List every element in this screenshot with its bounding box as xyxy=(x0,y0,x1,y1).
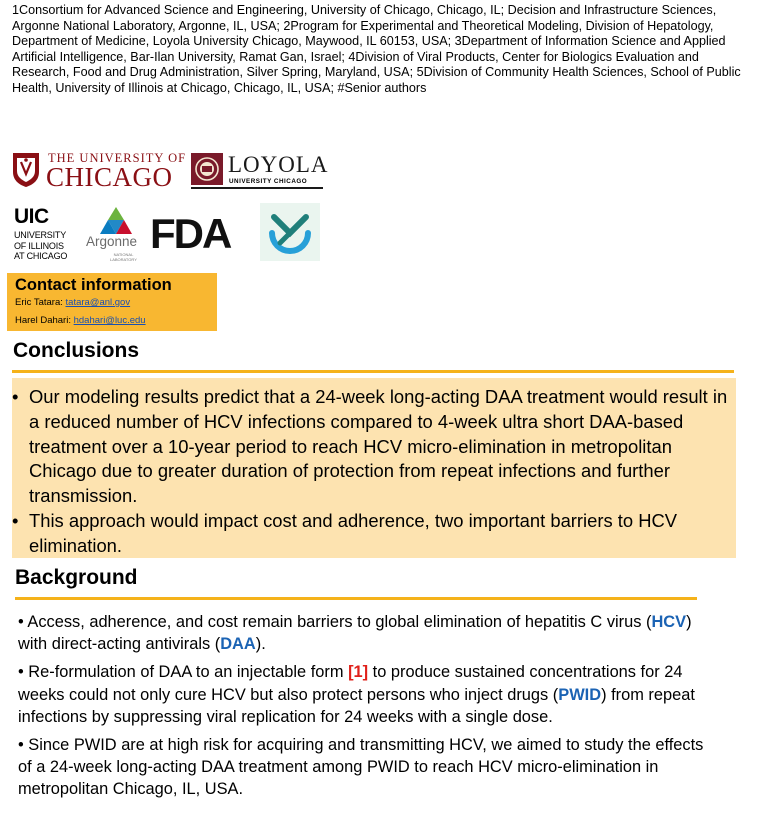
background-paragraph-3: • Since PWID are at high risk for acquiring and transmitting HCV, we aimed to study the effects of a 24-week long-acting DAA treatment among PWID to reach HCV micro-elimination in metropolitan Chicago, IL, USA. xyxy=(18,736,704,799)
conclusions-box xyxy=(12,378,736,558)
argonne-logo xyxy=(86,207,148,262)
bullet: • xyxy=(12,386,19,407)
argonne-triangle-icon xyxy=(100,207,132,235)
background-text: • Re-formulation of DAA to an injectable form xyxy=(18,663,349,682)
background-heading: Background xyxy=(15,566,138,589)
ahrq-logo xyxy=(260,203,320,261)
conclusion-text: This approach would impact cost and adherence, two important barriers to HCV elimination. xyxy=(29,509,678,556)
uic-logo-small-line2: OF ILLINOIS xyxy=(14,240,64,251)
contact-information-box xyxy=(7,273,217,331)
hcv-highlight: HCV xyxy=(651,613,687,631)
uic-logo-small-line3: AT CHICAGO xyxy=(14,251,68,261)
loyola-logo-sub: UNIVERSITY CHICAGO xyxy=(229,178,308,185)
loyola-logo-rule xyxy=(191,187,323,189)
background-section xyxy=(18,611,718,807)
conclusions-list xyxy=(12,385,736,559)
uic-logo-big: UIC xyxy=(14,205,49,228)
fda-logo xyxy=(150,210,250,254)
background-paragraph-1 xyxy=(18,611,718,655)
argonne-logo-tiny xyxy=(110,252,137,262)
uic-logo xyxy=(14,206,76,268)
loyola-seal-icon xyxy=(191,153,223,185)
fda-logo-text: FDA xyxy=(150,210,231,254)
conclusions-heading: Conclusions xyxy=(13,339,140,362)
university-of-chicago-logo xyxy=(12,150,187,192)
background-text: to produce sustained concentrations for 24 weeks could not only cure HCV but also protect persons who inject drugs ( xyxy=(18,663,683,704)
uic-logo-small-line1: UNIVERSITY xyxy=(14,230,67,240)
background-paragraph-2 xyxy=(18,661,718,728)
argonne-logo-word: Argonne xyxy=(86,234,138,249)
contact-title: Contact information xyxy=(15,276,172,294)
conclusion-text: Our modeling results predict that a 24-week long-acting DAA treatment would result in a reduced number of HCV infections compared to 4-week ultra short DAA-based treatment over a 10-year period to reach HCV micro-elimination in metropolitan Chicago due to greater duration of protection from repeat infections and further transmission. xyxy=(29,386,728,507)
loyola-university-chicago-logo xyxy=(191,151,329,189)
bullet: • xyxy=(12,509,19,531)
contact-name-harel: Harel Dahari: xyxy=(15,315,71,326)
background-text: ) from repeat infections by suppressing viral replication for 24 weeks with a single dose. xyxy=(18,685,695,726)
uchicago-logo-line2: CHICAGO xyxy=(46,162,173,192)
argonne-logo-tiny-line2: LABORATORY xyxy=(110,257,137,262)
author-affiliations: 1Consortium for Advanced Science and Engineering, University of Chicago, Chicago, IL; Decision and Infrastructure Sciences, Argonne National Laboratory, Argonne, IL, USA; 2Program for Experimental and Theoretical Modeling, Division of Hepatology, Department of Medicine, Loyola University Chicago, Maywood, IL 60153, USA; 3Department of Information Science and Applied Artificial Intelligence, Bar-Ilan University, Ramat Gan, Israel; 4Division of Viral Products, Center for Biologics Evaluation and Research, Food and Drug Administration, Silver Spring, Maryland, USA; 5Division of Community Health Sciences, School of Public Health, University of Illinois at Chicago, Chicago, IL, USA; #Senior authors xyxy=(12,3,741,95)
reference-marker: [1] xyxy=(348,663,369,682)
uchicago-shield-icon xyxy=(12,152,40,188)
uic-logo-small xyxy=(14,230,76,262)
conclusions-rule xyxy=(12,370,734,373)
conclusion-item xyxy=(12,509,736,559)
email-link-harel[interactable]: hdahari@luc.edu xyxy=(73,315,146,326)
background-text: ). xyxy=(255,635,266,654)
argonne-logo-tiny-line1: NATIONAL xyxy=(113,252,134,257)
background-text: • Access, adherence, and cost remain barriers to global elimination of hepatitis C virus ( xyxy=(18,613,652,631)
background-text: ) with direct-acting antivirals ( xyxy=(18,613,692,654)
loyola-logo-name: LOYOLA xyxy=(228,152,329,177)
contact-name-eric: Eric Tatara: xyxy=(15,297,63,308)
pwid-highlight: PWID xyxy=(558,685,602,704)
daa-highlight: DAA xyxy=(220,635,256,654)
conclusion-item xyxy=(12,385,736,509)
email-link-eric[interactable]: tatara@anl.gov xyxy=(65,297,131,308)
background-rule xyxy=(15,597,697,600)
contact-row-eric xyxy=(15,297,130,308)
uchicago-logo-line1: THE UNIVERSITY OF xyxy=(48,151,187,165)
contact-row-harel xyxy=(15,315,146,326)
